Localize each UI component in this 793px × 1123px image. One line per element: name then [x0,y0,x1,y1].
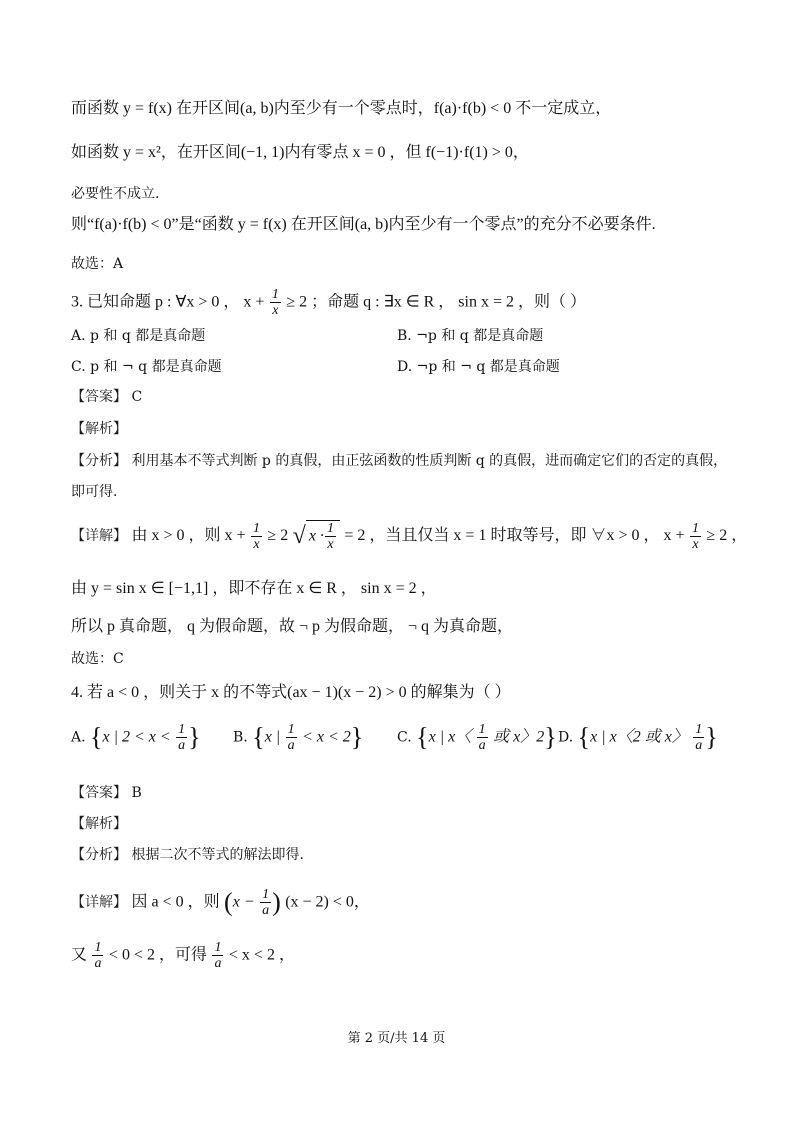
numerator: 1 [252,520,260,536]
numerator: 1 [214,940,222,955]
analysis-text: 根据二次不等式的解法即得. [131,847,304,863]
numerator: 1 [691,520,699,536]
detail-row [71,887,370,918]
analysis-heading: 【解析】 [71,816,127,832]
fraction [176,722,187,753]
q4-option-a [71,722,201,753]
sqrt-body [306,520,340,552]
analysis-label: 【分析】 [71,453,127,469]
text-line: 而函数 y = f(x) 在开区间(a, b)内至少有一个零点时，f(a)·f(b) < 0 不一定成立， [71,100,612,117]
q3-option-b: B. ¬p 和 q 都是真命题 [397,328,544,344]
fraction [251,521,262,552]
denominator: a [178,738,186,753]
denominator: a [94,956,102,971]
detail-text-end: ≥ 2 ， [706,527,748,544]
analysis-row [71,845,304,865]
fraction [286,722,297,753]
paren: ) [272,887,281,917]
q3-option-a: A. p 和 q 都是真命题 [71,328,206,344]
brace: } [544,722,557,752]
q4-option-c [397,722,557,753]
set-text: 或 x〉2 [493,728,545,746]
answer-choice-line: 故选：A [71,256,124,272]
text-line: 如函数 y = x²，在开区间(−1, 1)内有零点 x = 0 ，但 f(−1)·f(1) > 0， [71,144,529,161]
option-label: D. [558,729,574,746]
q4-option-b [233,722,363,753]
answer-label: 【答案】 [71,785,127,801]
numerator: 1 [178,722,186,737]
denominator: x [253,536,260,552]
sqrt-text: x · [308,527,324,545]
analysis-text-cont: 即可得. [71,484,118,500]
option-label: A. [71,729,86,746]
text-line: 必要性不成立. [71,186,160,202]
analysis-label: 【分析】 [71,847,127,863]
answer-value: B [131,785,142,801]
fraction [92,940,103,971]
set-text: x | [264,728,281,746]
brace: { [577,722,591,752]
numerator: 1 [271,287,279,302]
q3-option-c: C. p 和 ¬ q 都是真命题 [71,359,222,375]
option-label: B. [233,729,248,746]
denominator: a [695,738,703,753]
text-line: 则“f(a)·f(b) < 0”是“函数 y = f(x) 在开区间(a, b)内至少有一个零点”的充分不必要条件. [71,216,656,233]
question-3-stem-post: ≥ 2 ；命题 q : ∃x ∈ R ， sin x = 2 ，则（ ） [286,293,587,311]
set-text: x | x〈2 或 x〉 [590,728,688,746]
numerator: 1 [262,887,270,902]
text-mid: < 0 < 2 ，可得 [108,946,207,964]
question-4: 4. 若 a < 0 ，则关于 x 的不等式(ax − 1)(x − 2) > 0 的解集为（ ） [71,684,511,701]
set-text: x | 2 < x < [102,728,171,746]
detail-text-pre: 由 x > 0 ，则 x + [131,527,246,544]
answer-choice-line: 故选：C [71,651,124,667]
brace: { [416,722,429,752]
answer-value: C [131,389,143,405]
answer-row [71,387,142,407]
question-3-stem-pre: 3. 已知命题 p : ∀x > 0 ， x + [71,293,265,311]
analysis-text: 利用基本不等式判断 p 的真假，由正弦函数的性质判断 q 的真假，进而确定它们的否定的真假， [131,453,728,469]
paren: ( [224,887,233,917]
detail-text-post: (x − 2) < 0， [285,893,370,911]
question-3 [71,287,586,318]
brace: } [188,722,201,752]
brace: { [90,722,103,752]
brace: { [252,722,265,752]
set-text: x | x〈 [428,728,472,746]
numerator: 1 [695,722,703,737]
fraction [325,521,336,552]
denominator: a [214,956,222,971]
numerator: 1 [287,722,295,737]
fraction [260,887,271,918]
q4-option-d [558,722,718,753]
detail-text-mid: ≥ 2 [267,527,289,544]
text-post: < x < 2 ， [228,946,295,964]
fraction [212,940,223,971]
detail-text-post: = 2 ，当且仅当 x = 1 时取等号，即 ∀x > 0 ， x + [344,527,685,544]
numerator: 1 [326,521,334,536]
detail-row [71,520,747,552]
analysis-row [71,451,727,471]
denominator: a [287,738,295,753]
text-pre: 又 [71,946,88,964]
brace: } [350,722,364,752]
denominator: x [692,536,699,552]
text-line: 所以 p 真命题， q 为假命题，故 ¬ p 为假命题， ¬ q 为真命题， [71,618,514,635]
answer-label: 【答案】 [71,389,127,405]
option-label: C. [397,729,412,746]
detail-label: 【详解】 [71,528,127,544]
text-line: 由 y = sin x ∈ [−1,1] ，即不存在 x ∈ R ， sin x = 2 ， [71,580,437,597]
denominator: x [272,303,279,318]
set-text: < x < 2 [302,728,351,746]
denominator: a [262,903,270,918]
sqrt-sign: √ [292,523,306,549]
detail-text-pre: 因 a < 0 ，则 [131,893,220,911]
page-footer: 第 2 页/共 14 页 [347,1031,446,1046]
numerator: 1 [94,940,102,955]
analysis-heading: 【解析】 [71,421,127,437]
numerator: 1 [478,722,486,737]
fraction [477,722,488,753]
detail-label: 【详解】 [71,894,127,911]
paren-text: x − [232,893,255,911]
q3-option-d: D. ¬p 和 ¬ q 都是真命题 [397,359,560,375]
denominator: a [478,738,486,753]
fraction [690,521,701,552]
denominator: x [327,537,334,552]
detail-row-2 [71,940,295,971]
answer-row [71,783,142,803]
fraction [693,722,704,753]
fraction [270,287,281,318]
brace: } [705,722,718,752]
